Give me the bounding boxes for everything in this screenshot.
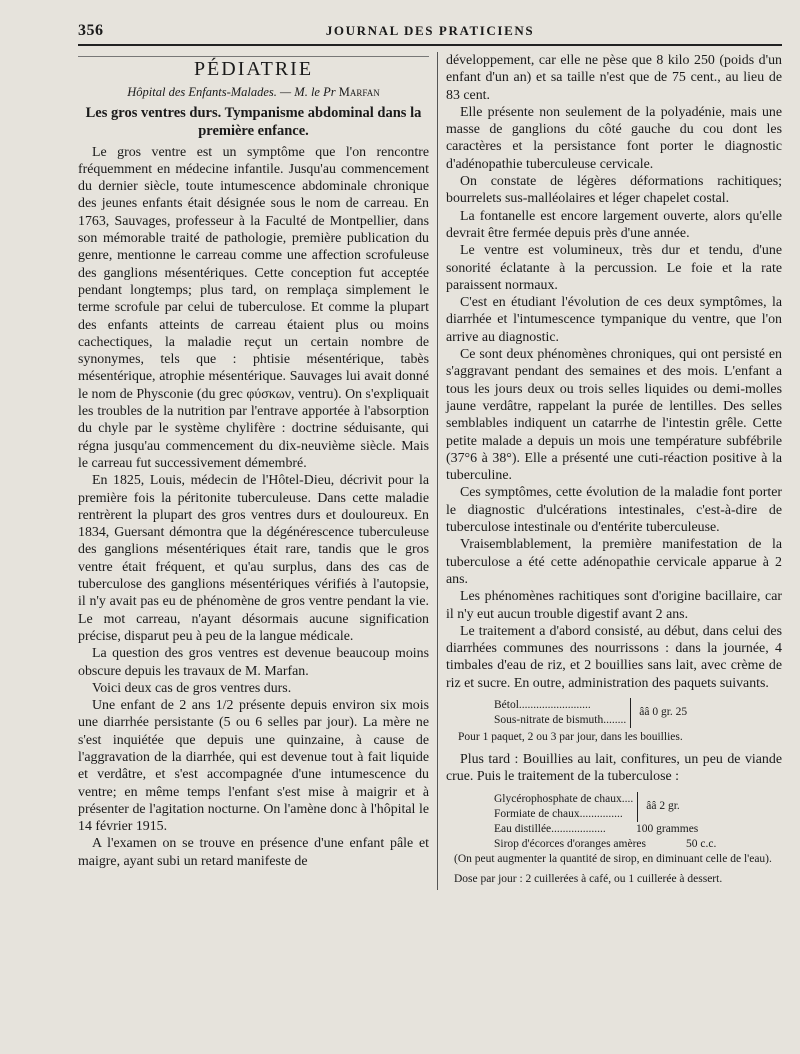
ingredient-quantity: 100 grammes — [636, 822, 699, 835]
prescription-items — [494, 698, 631, 728]
byline — [78, 84, 429, 101]
paragraph: On constate de légères déformations rachitiques; bourrelets sus-malléolaires et léger chapelet costal. — [446, 174, 782, 207]
journal-title: JOURNAL DES PRATICIENS — [325, 23, 535, 38]
ingredient-row — [446, 822, 782, 837]
paragraph: Ce sont deux phénomènes chroniques, qui ont persisté en s'aggravant pendant des semaines et des mois. L'enfant a tous les jours deux ou trois selles liquides ou demi-molles jaune verdâtre, rappelant la purée de lentilles. Des selles semblables indiquent un catarrhe de l'intestin grêle. Cette petite malade a depuis un mois une température subfébrile (37°6 à 38°). Elle a présenté une cuti-réaction positive à la tuberculine. — [446, 347, 782, 484]
paragraph: Elle présente non seulement de la polyadénie, mais une masse de ganglions du côté gauche du cou dont les caractères et la persistance font porter le diagnostic d'adénopathie tuberculeuse cervicale. — [446, 104, 782, 172]
byline-author: Marfan — [338, 85, 380, 100]
ingredient: Glycérophosphate de chaux.... — [494, 792, 634, 805]
two-column-body — [78, 52, 782, 890]
prescription-note: Pour 1 paquet, 2 ou 3 par jour, dans les bouillies. — [458, 730, 683, 743]
paragraph: Voici deux cas de gros ventres durs. — [92, 680, 292, 696]
paragraph: La question des gros ventres est devenue beaucoup moins obscure depuis les travaux de M. Marfan. — [78, 646, 429, 679]
right-column — [438, 52, 782, 890]
prescription-note: (On peut augmenter la quantité de sirop, en diminuant celle de l'eau). — [454, 852, 772, 865]
ingredient: Bétol......................... — [494, 698, 591, 711]
prescription-1 — [446, 698, 782, 745]
paragraph: Plus tard : Bouillies au lait, confitures, un peu de viande crue. Puis le traitement de la tuberculose : — [446, 751, 782, 785]
running-head — [78, 22, 782, 44]
ingredient-dose: ââ 2 gr. — [646, 800, 680, 813]
ingredient-dose: ââ 0 gr. 25 — [639, 706, 688, 719]
byline-dash: — M. le Pr — [280, 85, 336, 100]
paragraph: A l'examen on se trouve en présence d'une enfant pâle et maigre, ayant subi un retard manifeste de — [78, 836, 429, 869]
ingredient: Sous-nitrate de bismuth........ — [494, 713, 627, 726]
paragraph: Vraisemblablement, la première manifestation de la tuberculose a été cette adénopathie cervicale apparue à 2 ans. — [446, 537, 782, 587]
section-title: PÉDIATRIE — [78, 56, 429, 78]
paragraph: Le gros ventre est un symptôme que l'on rencontre fréquemment en médecine infantile. Jusqu'au commencement du dernier siècle, toute intumescence abdominale chronique des jeunes enfants était désignée sous le nom de carreau. En 1763, Sauvages, professeur à la Faculté de Montpellier, dans son mémorable traité de pathologie, première publication du genre, mentionne le carreau comme une affection scrofuleuse des ganglions mésentériques. Cette conception fut acceptée pendant longtemps; plus tard, on remplaça simplement le terme scrofule par celui de tuberculose. Et comme la plupart des enfants atteints de carreau étaient plus ou moins cachectiques, la maladie reçut un certain nombre de synonymes, tels que : phtisie mésentérique, tabès mésentérique, atrophie mésentérique. Sauvages lui avait donné le nom de Physconie (du grec φύσκων, ventru). On s'expliquait les troubles de la nutrition par l'entrave apportée à l'absorption du chyle par le système chylifère : doctrine séduisante, qui régna jusqu'au commencement du dix-neuvième siècle. Mais le carreau fut successivement démembré. — [78, 144, 429, 471]
paragraph: C'est en étudiant l'évolution de ces deux symptômes, la diarrhée et l'intumescence tympanique du ventre, que l'on arrive au diagnostic. — [446, 295, 782, 345]
article-title: Les gros ventres durs. Tympanisme abdominal dans la première enfance. — [85, 104, 422, 139]
prescription-bracket — [446, 698, 782, 728]
page-number: 356 — [78, 22, 104, 39]
left-column — [78, 52, 438, 890]
paragraph: La fontanelle est encore largement ouverte, alors qu'elle devrait être fermée depuis près d'une année. — [446, 208, 782, 241]
paragraph: En 1825, Louis, médecin de l'Hôtel-Dieu, décrivit pour la première fois la péritonite tuberculeuse. Dans cette maladie rentrèrent la plupart des gros ventres durs et douloureux. En 1834, Guersant démontra que la dégénérescence tuberculeuse des ganglions mésentériques était rare, tandis que le gros ventre était fréquent, et qu'au surplus, dans des cas de tuberculose des ganglions mésentériques vérifiés à l'autopsie, il n'y avait pas eu de phénomène de gros ventre pendant la vie. Le mot carreau, n'ayant désormais aucune signification précise, disparut peu à peu de la langue médicale. — [78, 473, 429, 644]
paragraph: développement, car elle ne pèse que 8 kilo 250 (poids d'un enfant d'un an) et sa taille n'est que de 75 cent., au lieu de 83 cent. — [446, 53, 782, 103]
ingredient: Formiate de chaux............... — [494, 807, 623, 820]
paragraph: Le ventre est volumineux, très dur et tendu, d'une sonorité éclatante à la percussion. Le foie et la rate paraissent normaux. — [446, 243, 782, 293]
ingredient: Eau distillée................... — [494, 822, 606, 835]
paragraph: Les phénomènes rachitiques sont d'origine bacillaire, car il n'y eut aucun trouble digestif avant 2 ans. — [446, 589, 782, 622]
header-rule — [78, 44, 782, 46]
paragraph: Ces symptômes, cette évolution de la maladie font porter le diagnostic d'ulcérations intestinales, c'est-à-dire de tuberculose intestinale ou d'entérite tuberculeuse. — [446, 485, 782, 536]
ingredient-row — [446, 837, 782, 852]
prescription-bracket — [446, 792, 782, 822]
ingredient-quantity: 50 c.c. — [686, 837, 717, 850]
paragraph: Une enfant de 2 ans 1/2 présente depuis environ six mois une diarrhée persistante (5 ou 6 selles par jour). La mère ne s'est inquiétée que depuis une quinzaine, à cause de l'aggravation de la diarrhée, qui est devenue tout à fait liquide et verdâtre, et s'est accompagnée d'une intumescence du ventre; en même temps l'enfant s'est mise à maigrir et à présenter de l'agitation nocturne. On l'amène donc à l'hôpital le 14 février 1915. — [78, 698, 429, 835]
ingredient: Sirop d'écorces d'oranges amères — [494, 837, 646, 850]
prescription-2 — [446, 792, 782, 886]
prescription-items — [494, 792, 638, 822]
paragraph: Le traitement a d'abord consisté, au début, dans celui des diarrhées communes des nourrissons : dans la journée, 4 timbales d'eau de riz, et 2 bouillies sans lait, avec crème de riz et sucre. En outre, administration des paquets suivants. — [446, 623, 782, 691]
dosage-note: Dose par jour : 2 cuillerées à café, ou 1 cuillerée à dessert. — [454, 872, 723, 885]
byline-place: Hôpital des Enfants-Malades. — [127, 85, 277, 100]
